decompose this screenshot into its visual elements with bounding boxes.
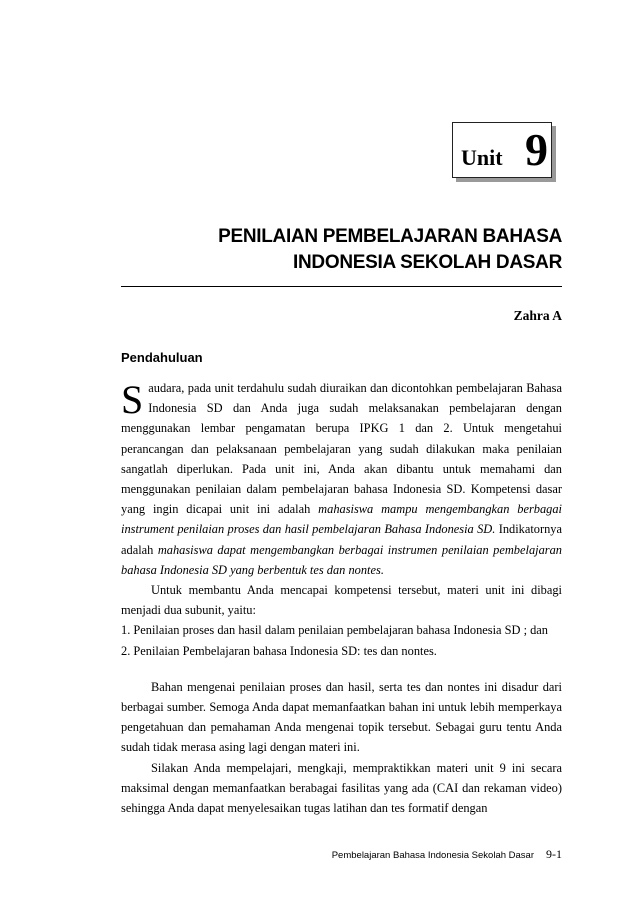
title-divider: [121, 286, 562, 287]
subunit-item-1: 1. Penilaian proses dan hasil dalam penilaian pembelajaran bahasa Indonesia SD ; dan: [121, 623, 548, 638]
indicator-lead: Indikatornya adalah: [121, 522, 563, 557]
chapter-title-line-2: INDONESIA SEKOLAH DASAR: [293, 252, 562, 273]
page-number: 9-1: [546, 847, 562, 861]
section-heading: Pendahuluan: [121, 350, 203, 365]
intro-text: audara, pada unit terdahulu sudah diuraikan dan dicontohkan pembelajaran Bahasa Indonesia SD dan Anda juga sudah melaksanakan pembelajaran dengan menggunakan lembar pengamatan berupa IPKG 1 dan 2. Untuk mengetahui perancangan dan pelaksanaan pembelajaran yang sudah dilakukan maka penilaian sangatlah diperlukan. Pada unit ini, Anda akan dibantu untuk memahami dan menggunakan penilaian dalam pembelajaran bahasa Indonesia SD. Kompetensi dasar yang ingin dicapai unit ini adalah: [121, 381, 562, 517]
paragraph-subunits-intro: Untuk membantu Anda mencapai kompetensi tersebut, materi unit ini dibagi menjadi dua subunit, yaitu:: [121, 583, 562, 618]
unit-number: 9: [525, 124, 548, 175]
author-name: Zahra A: [513, 308, 562, 323]
chapter-title-line-1: PENILAIAN PEMBELAJARAN BAHASA: [218, 226, 562, 247]
page-footer: [300, 845, 562, 863]
intro-paragraph: [121, 378, 562, 580]
drop-cap: S: [121, 377, 144, 422]
indicator-statement: mahasiswa dapat mengembangkan berbagai instrumen penilaian pembelajaran bahasa Indonesia SD yang berbentuk tes dan nontes.: [121, 542, 562, 577]
paragraph-spacer: [121, 661, 562, 677]
paragraph-instructions: Silakan Anda mempelajari, mengkaji, mempraktikkan materi unit 9 ini secara maksimal dengan memanfaatkan berabagai fasilitas yang ada (CAI dan rekaman video) sehingga Anda dapat menyelesaikan tugas latihan dan tes formatif dengan: [121, 760, 562, 816]
footer-running-title: Pembelajaran Bahasa Indonesia Sekolah Dasar: [331, 850, 534, 861]
subunit-item-2: 2. Penilaian Pembelajaran bahasa Indonesia SD: tes dan nontes.: [121, 643, 437, 658]
unit-badge: [452, 122, 552, 178]
body-text: [121, 378, 562, 818]
paragraph-materials: Bahan mengenai penilaian proses dan hasil, serta tes dan nontes ini disadur dari berbagai sumber. Semoga Anda dapat memanfaatkan bahan ini untuk lebih memperkaya pengetahuan dan pemahaman Anda mengenai topik tersebut. Sebagai guru tentu Anda sudah tidak merasa asing lagi dengan materi ini.: [121, 679, 562, 755]
competency-statement: mahasiswa mampu mengembangkan berbagai instrument penilaian proses dan hasil pembelajaran Bahasa Indonesia SD.: [121, 502, 563, 537]
unit-label: Unit: [461, 145, 503, 170]
chapter-title: [122, 224, 562, 276]
